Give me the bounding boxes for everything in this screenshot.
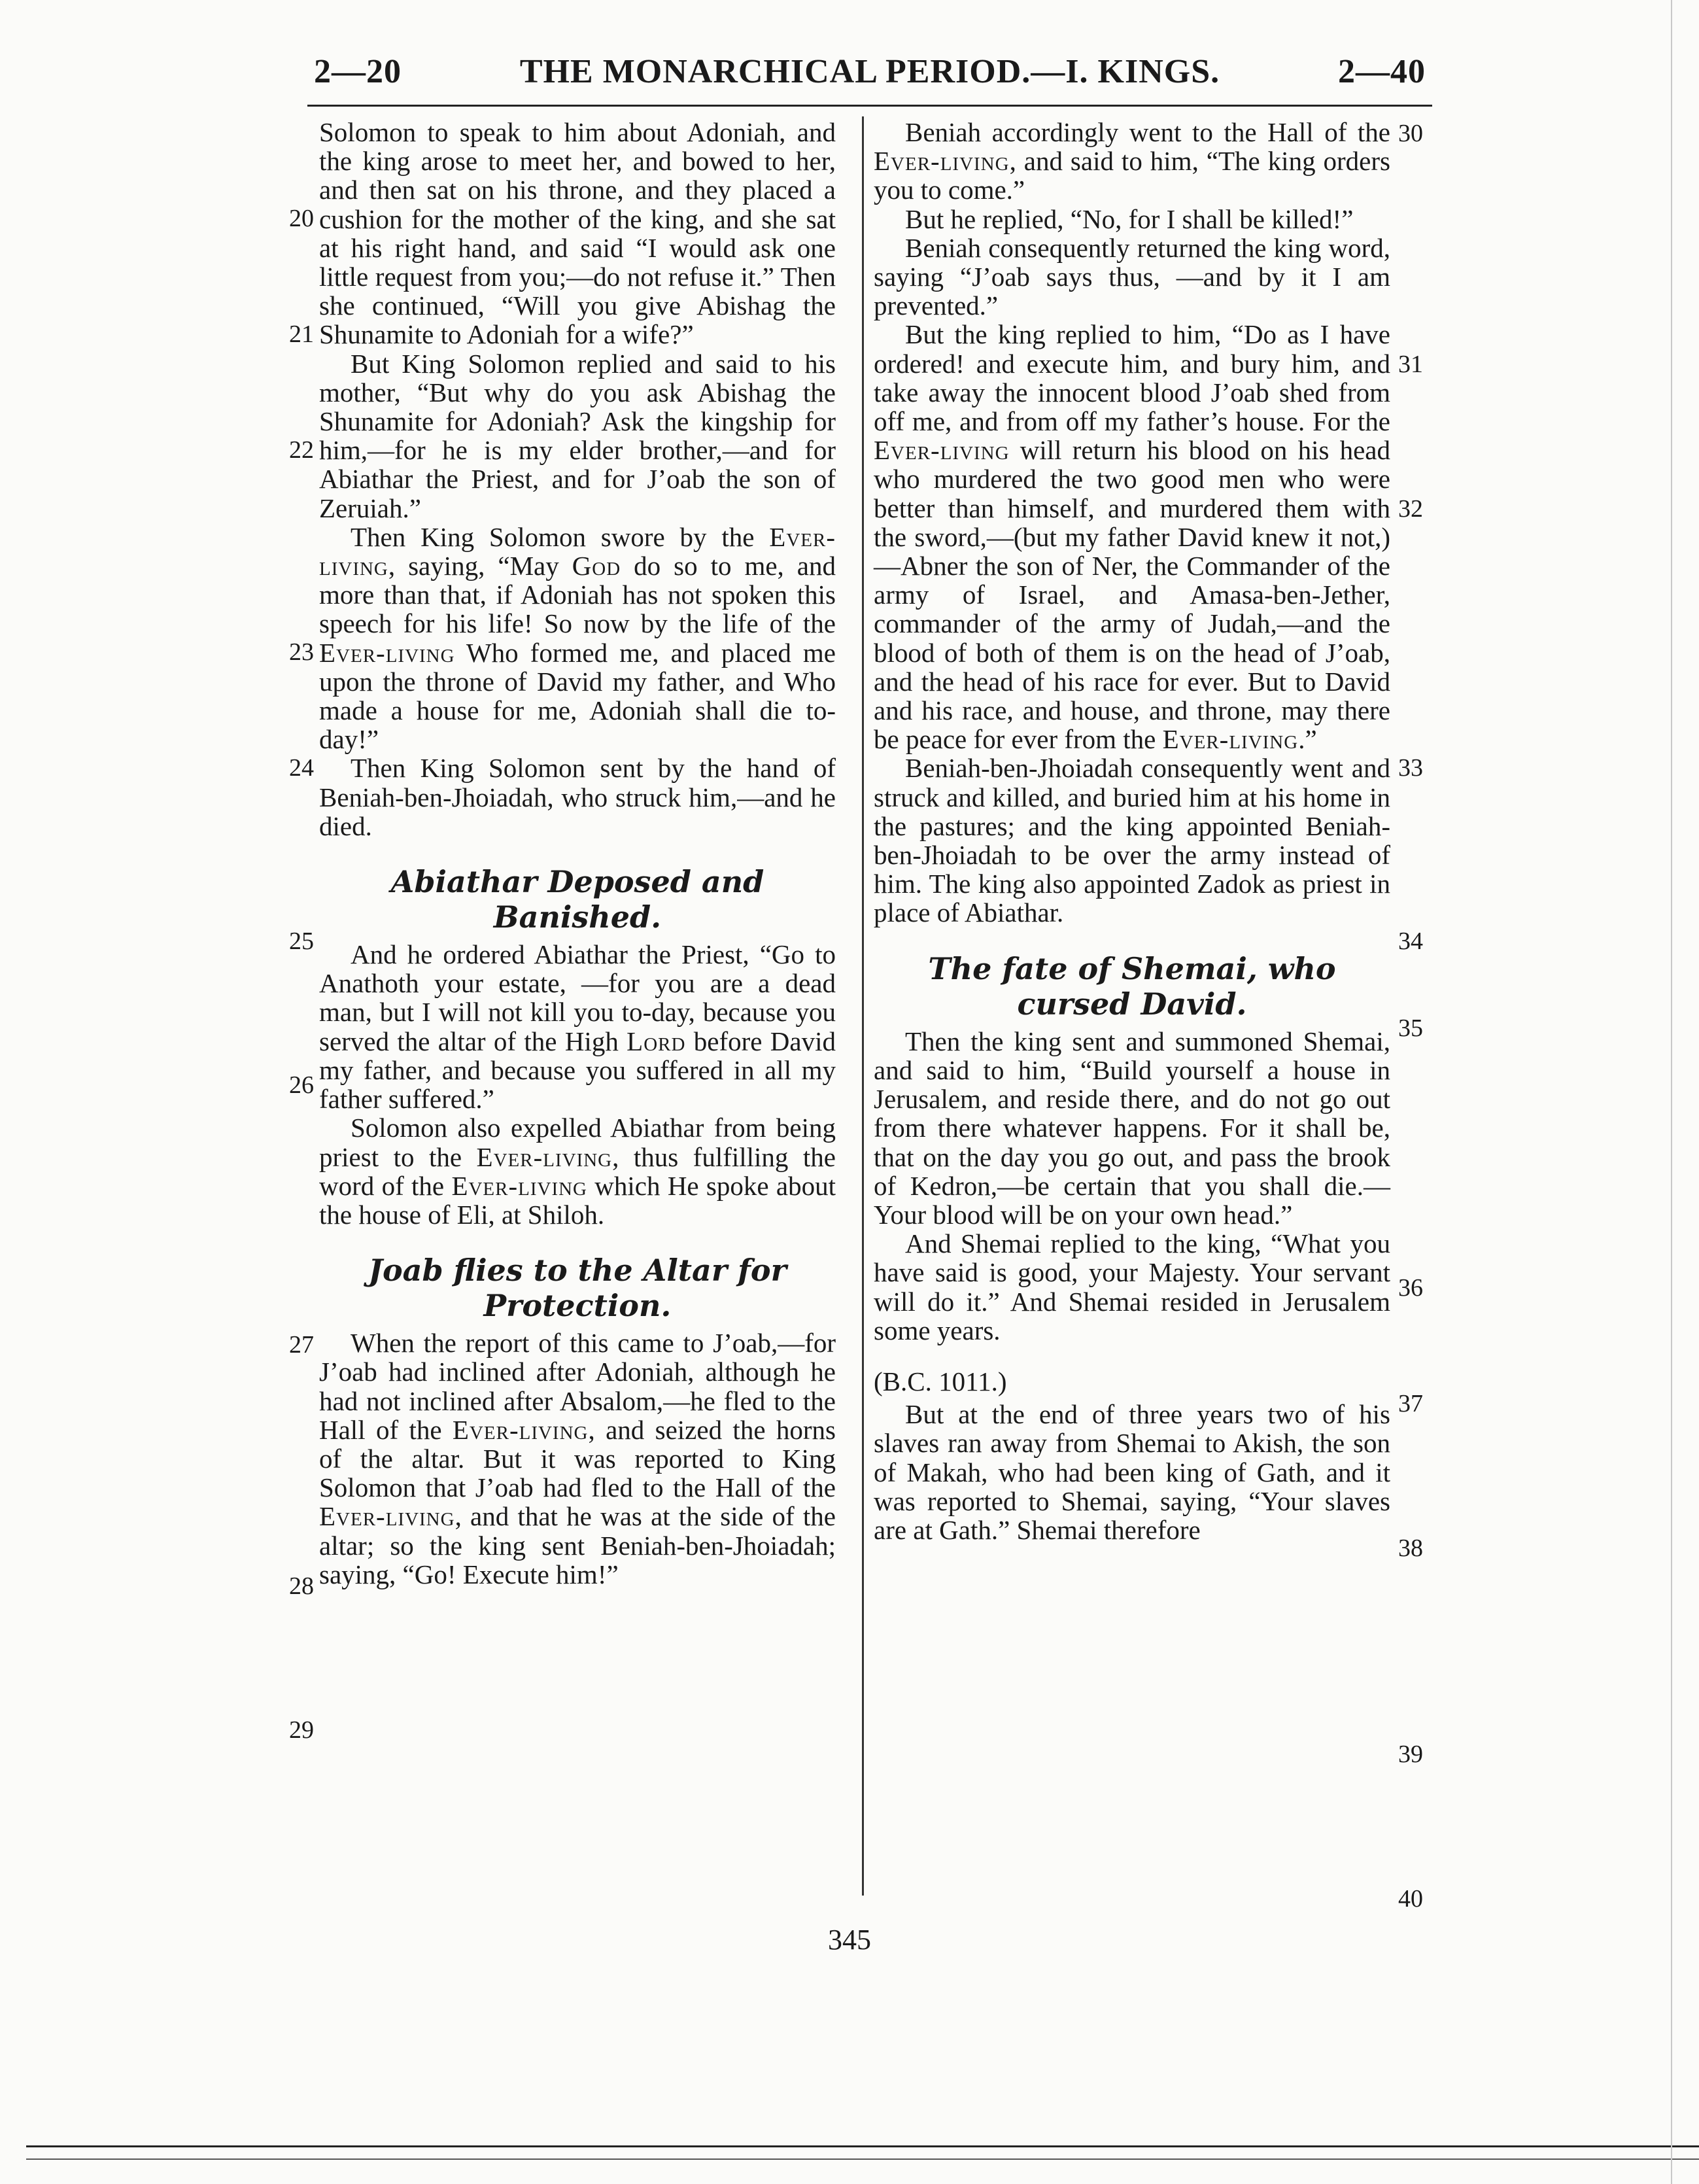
verse-number: 39 bbox=[1398, 1741, 1423, 1768]
text-run: Who formed me, and placed me upon the throne of David my father, and Who made a house for me, Adoniah shall die to-day!” bbox=[319, 637, 836, 755]
running-header bbox=[307, 46, 1432, 98]
text-run: .” bbox=[1298, 724, 1317, 755]
text-run: before David my father, and because you suffered in all my father suffered.” bbox=[319, 1026, 836, 1115]
paragraph bbox=[319, 523, 836, 754]
text-run: , saying, “May bbox=[388, 551, 572, 581]
verse-number: 21 bbox=[289, 321, 314, 348]
left-column bbox=[319, 118, 836, 1589]
verse-number: 27 bbox=[289, 1331, 314, 1359]
bottom-rule-secondary bbox=[26, 2158, 1699, 2160]
paragraph: But King Solomon replied and said to his mother, “But why do you ask Abishag the Shunamite for Adoniah? Ask the kingship for him,—for he is my elder brother,—and for Abiathar the Priest, and for J’oab the son of Zeruiah.” bbox=[319, 348, 836, 523]
verse-number: 25 bbox=[289, 927, 314, 955]
paragraph: Beniah consequently returned the king word, saying “J’oab says thus, —and by it I am prevented.” bbox=[874, 232, 1390, 321]
divine-name: Ever-living bbox=[451, 1170, 587, 1201]
header-right-reference: 2—40 bbox=[1338, 53, 1426, 90]
paragraph: Solomon to speak to him about Adoniah, and the king arose to meet her, and bowed to her, and then sat on his throne, and they placed a cushion for the mother of the king, and she sat at his right hand, and said “I would ask one little request from you;—do not refuse it.” Then she continued, “Will you give Abishag the Shunamite to Adoniah for a wife?” bbox=[319, 117, 836, 350]
paragraph bbox=[319, 940, 836, 1113]
verse-number: 29 bbox=[289, 1716, 314, 1744]
header-title: THE MONARCHICAL PERIOD.—I. KINGS. bbox=[519, 53, 1220, 90]
divine-name: Ever-living bbox=[874, 435, 1010, 466]
section-heading: Abiathar Deposed and Banished. bbox=[390, 864, 764, 935]
text-run: , thus fulfilling the word of the bbox=[319, 1141, 836, 1201]
verse-number: 40 bbox=[1398, 1885, 1423, 1913]
bottom-rule bbox=[26, 2145, 1699, 2147]
text-run: , and said to him, “The king orders you to come.” bbox=[874, 146, 1390, 205]
date-note: (B.C. 1011.) bbox=[874, 1366, 1007, 1396]
verse-number: 28 bbox=[289, 1572, 314, 1600]
text-run: will return his blood on his head who murdered the two good men who were better than himself, and murdered them with the sword,—(but my father David knew it not,)—Abner the son of Ner, the Commander of the army of Israel, and Amasa-ben-Jether, commander of the army of Judah,—and the blood of both of them is on the head of J’oab, and the head of his race for ever. But to David and his race, and house, and throne, may there be peace for ever from the bbox=[874, 435, 1390, 755]
divine-name: God bbox=[572, 551, 621, 581]
divine-name: Ever-living bbox=[874, 146, 1010, 177]
paragraph: But he replied, “No, for I shall be killed!” bbox=[905, 203, 1354, 234]
divine-name: Ever-living bbox=[319, 637, 455, 668]
divine-name: Ever-living bbox=[319, 521, 836, 581]
section-heading: Joab flies to the Altar for Protection. bbox=[368, 1253, 787, 1324]
text-run: Solomon also expelled Abiathar from being priest to the bbox=[319, 1113, 836, 1172]
text-run: , and seized the horns of the altar. But it was reported to King Solomon that J’oab had fled to the Hall of the bbox=[319, 1414, 836, 1503]
text-run: And he ordered Abiathar the Priest, “Go to Anathoth your estate, —for you are a dead man, but I will not kill you to-day, because you served the altar of the High bbox=[319, 939, 836, 1056]
verse-number: 24 bbox=[289, 754, 314, 782]
verse-number: 33 bbox=[1398, 754, 1423, 782]
divine-name: Ever-living bbox=[476, 1141, 613, 1172]
paragraph bbox=[874, 118, 1390, 205]
verse-number: 35 bbox=[1398, 1014, 1423, 1042]
header-left-reference: 2—20 bbox=[314, 53, 402, 90]
text-run: do so to me, and more than that, if Adoniah has not spoken this speech for his life! So now by the life of the bbox=[319, 551, 836, 639]
text-run: which He spoke about the house of Eli, at Shiloh. bbox=[319, 1170, 836, 1230]
verse-number: 34 bbox=[1398, 927, 1423, 955]
verse-number: 32 bbox=[1398, 495, 1423, 523]
page-number: 345 bbox=[828, 1924, 871, 1956]
verse-number: 22 bbox=[289, 436, 314, 464]
text-run: When the report of this came to J’oab,—for J’oab had inclined after Adoniah, although he had not inclined after Absalom,—he fled to the Hall of the bbox=[319, 1328, 836, 1445]
divine-name: Lord bbox=[626, 1026, 686, 1056]
text-run: Beniah accordingly went to the Hall of the bbox=[905, 117, 1390, 147]
page-edge bbox=[1671, 0, 1672, 2184]
verse-number: 37 bbox=[1398, 1390, 1423, 1417]
paragraph: And Shemai replied to the king, “What you have said is good, your Majesty. Your servant will do it.” And Shemai resided in Jerusalem some years. bbox=[874, 1228, 1390, 1345]
paragraph bbox=[319, 1328, 836, 1589]
verse-number: 30 bbox=[1398, 120, 1423, 147]
header-rule bbox=[307, 105, 1432, 107]
verse-number: 20 bbox=[289, 205, 314, 232]
column-divider bbox=[862, 116, 864, 1896]
divine-name: Ever-living bbox=[1162, 724, 1299, 755]
paragraph bbox=[319, 1113, 836, 1229]
section-heading: The fate of Shemai, who cursed David. bbox=[928, 950, 1336, 1022]
verse-number: 36 bbox=[1398, 1274, 1423, 1302]
text-run: But the king replied to him, “Do as I have ordered! and execute him, and bury him, and take away the innocent blood J’oab shed from off me, and from off my father’s house. For the bbox=[874, 319, 1390, 437]
verse-number: 26 bbox=[289, 1071, 314, 1099]
verse-number: 38 bbox=[1398, 1534, 1423, 1562]
verse-number: 23 bbox=[289, 638, 314, 666]
text-run: , and that he was at the side of the altar; so the king sent Beniah-ben-Jhoiadah; saying, “Go! Execute him!” bbox=[319, 1501, 836, 1589]
paragraph: Then the king sent and summoned Shemai, and said to him, “Build yourself a house in Jerusalem, and reside there, and do not go out from there whatever happens. For it shall be, that on the day you go out, and pass the brook of Kedron,—be certain that you shall die.—Your blood will be on your own head.” bbox=[874, 1026, 1390, 1230]
paragraph: Beniah-ben-Jhoiadah consequently went and struck and killed, and buried him at his home in the pastures; and the king appointed Beniah-ben-Jhoiadah to be over the army instead of him. The king also appointed Zadok as priest in place of Abiathar. bbox=[874, 753, 1390, 928]
right-column bbox=[874, 118, 1390, 1544]
verse-number: 31 bbox=[1398, 351, 1423, 378]
divine-name: Ever-living bbox=[452, 1414, 589, 1445]
paragraph: But at the end of three years two of his slaves ran away from Shemai to Akish, the son of Makah, who had been king of Gath, and it was reported to Shemai, saying, “Your slaves are at Gath.” Shemai therefore bbox=[874, 1399, 1390, 1545]
text-run: Then King Solomon swore by the bbox=[351, 521, 770, 552]
paragraph bbox=[874, 320, 1390, 754]
paragraph: Then King Solomon sent by the hand of Beniah-ben-Jhoiadah, who struck him,—and he died. bbox=[319, 753, 836, 841]
divine-name: Ever-living bbox=[319, 1501, 455, 1532]
